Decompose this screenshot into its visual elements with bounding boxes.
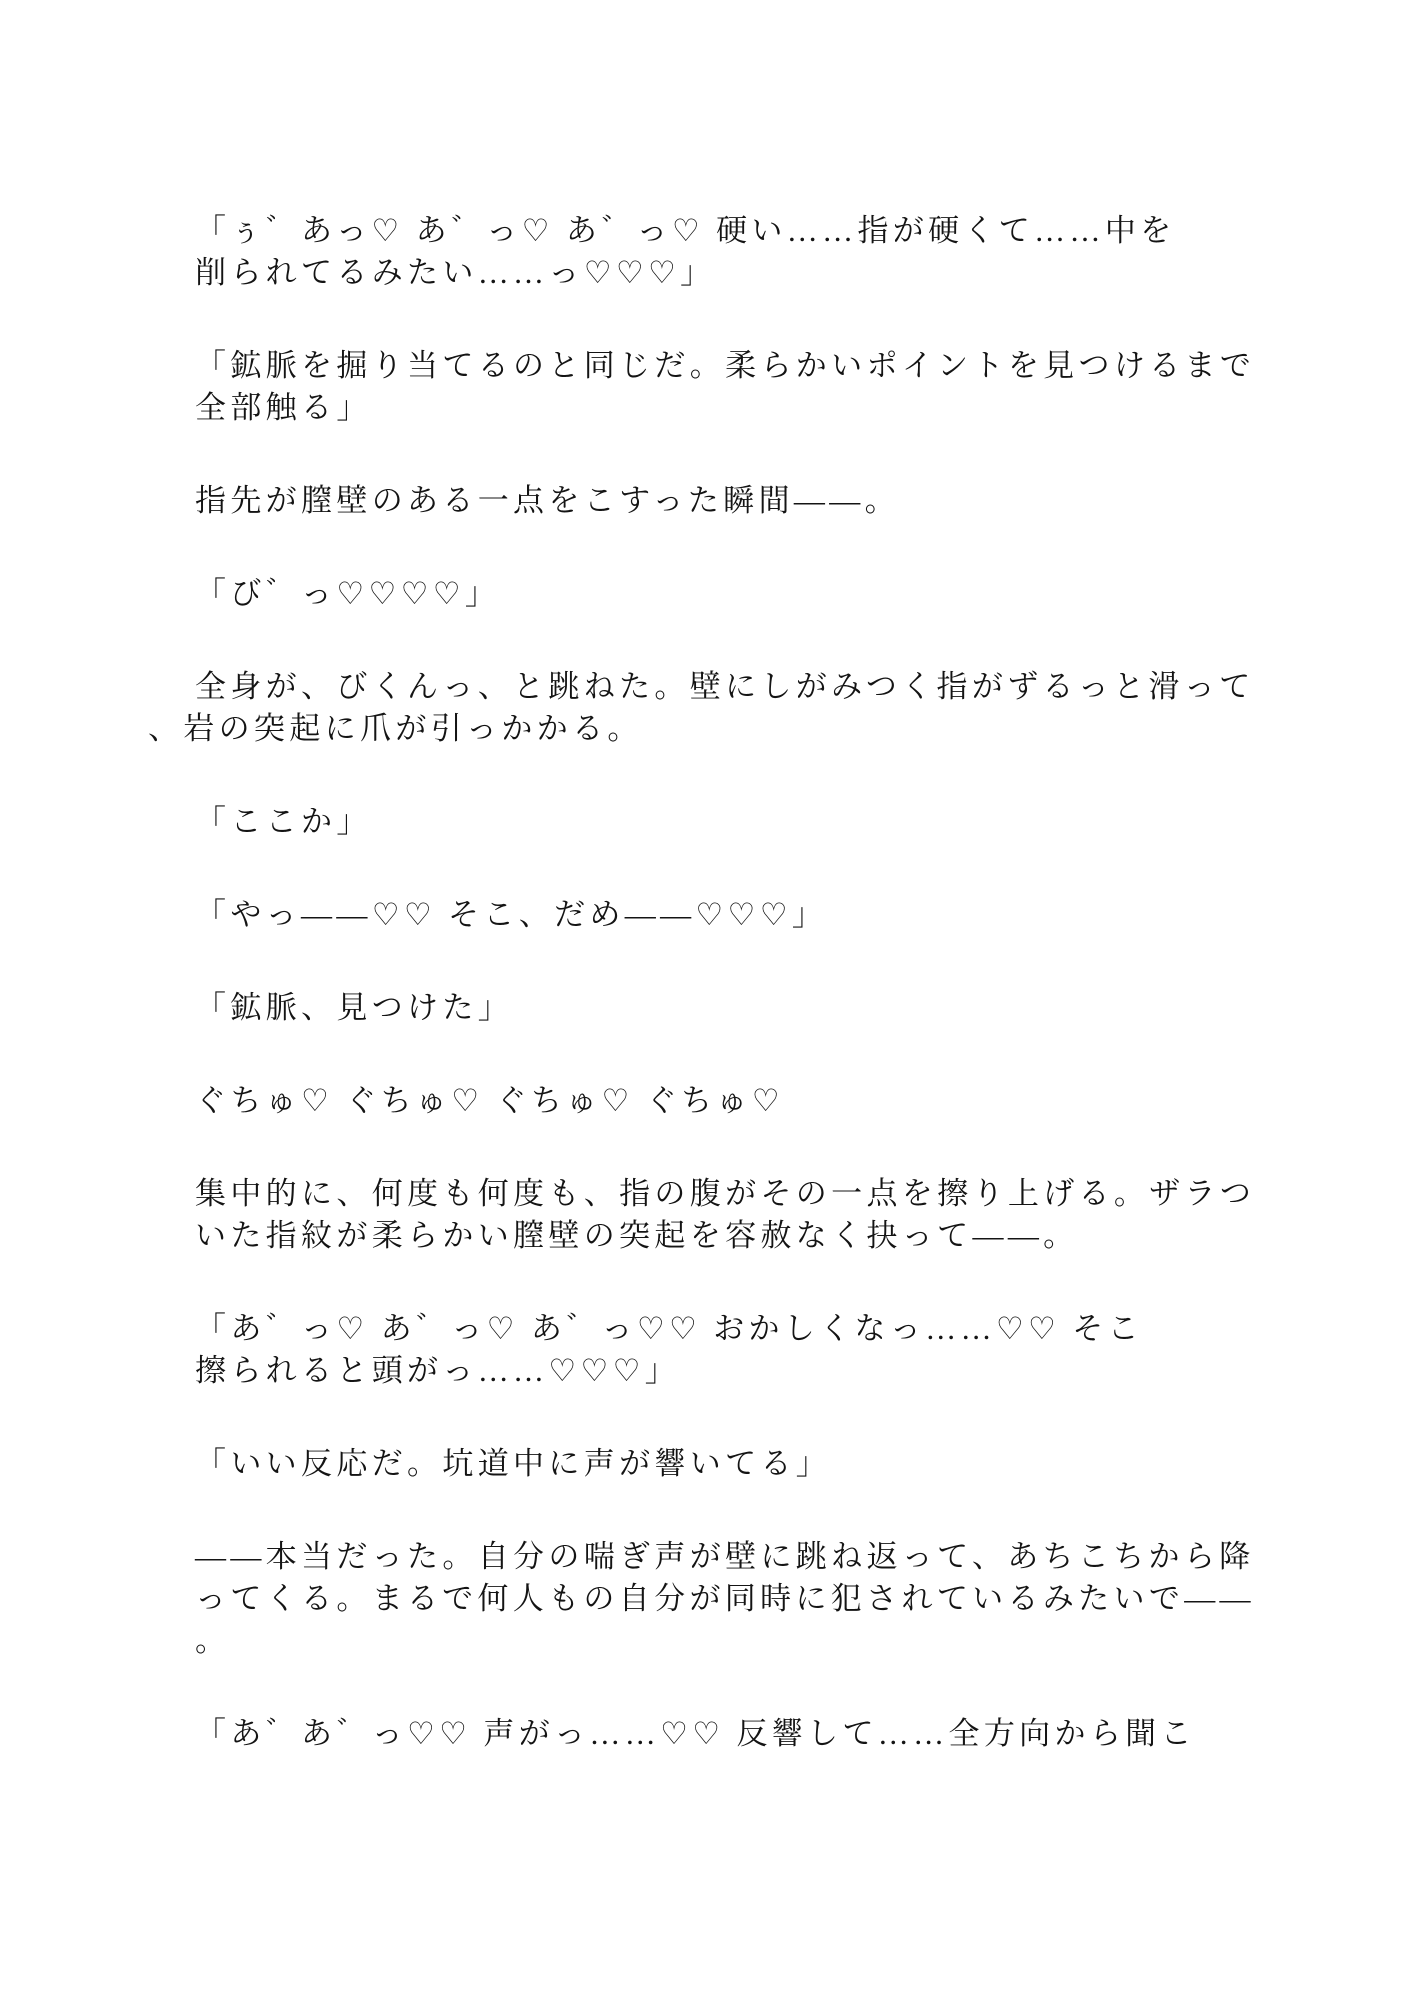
paragraph — [195, 987, 1315, 1029]
text-line: いた指紋が柔らかい膣壁の突起を容赦なく抉って――。 — [195, 1218, 1079, 1253]
text-line: 「あ゛あ゛っ♡♡ 声がっ……♡♡ 反響して……全方向から聞こ — [195, 1716, 1196, 1751]
text-line: 「鉱脈、見つけた」 — [195, 990, 514, 1025]
paragraph — [148, 666, 1315, 750]
paragraph — [195, 801, 1315, 843]
text-line: 、岩の突起に爪が引っかかる。 — [148, 711, 643, 746]
text-line: 「び゛っ♡♡♡♡」 — [195, 576, 501, 611]
text-line: 集中的に、何度も何度も、指の腹がその一点を擦り上げる。ザラつ — [195, 1176, 1256, 1211]
text-line: 「鉱脈を掘り当てるのと同じだ。柔らかいポイントを見つけるまで — [195, 348, 1256, 383]
paragraph — [195, 210, 1315, 294]
paragraph — [195, 1308, 1315, 1392]
paragraph — [195, 1443, 1315, 1485]
paragraph — [195, 1080, 1315, 1122]
text-line: 。 — [195, 1623, 231, 1658]
paragraph — [195, 1713, 1315, 1755]
paragraph — [195, 345, 1315, 429]
paragraph — [195, 573, 1315, 615]
paragraph — [195, 1173, 1315, 1257]
paragraph — [195, 1536, 1315, 1662]
text-line: ってくる。まるで何人もの自分が同時に犯されているみたいで―― — [195, 1581, 1255, 1616]
document-page — [148, 210, 1315, 1806]
text-line: ぐちゅ♡ ぐちゅ♡ ぐちゅ♡ ぐちゅ♡ — [195, 1083, 784, 1118]
text-line: 削られてるみたい……っ♡♡♡」 — [195, 255, 716, 290]
text-line: 「やっ――♡♡ そこ、だめ――♡♡♡」 — [195, 897, 828, 932]
text-line: 「ここか」 — [195, 804, 372, 839]
text-line: 「ぅ゛あっ♡ あ゛っ♡ あ゛っ♡ 硬い……指が硬くて……中を — [195, 213, 1176, 248]
text-line: 全部触る」 — [195, 390, 372, 425]
text-line: 全身が、びくんっ、と跳ねた。壁にしがみつく指がずるっと滑って — [195, 669, 1255, 704]
paragraph — [195, 480, 1315, 522]
text-line: 「いい反応だ。坑道中に声が響いてる」 — [195, 1446, 832, 1481]
text-line: 「あ゛っ♡ あ゛っ♡ あ゛っ♡♡ おかしくなっ……♡♡ そこ — [195, 1311, 1143, 1346]
paragraph — [195, 894, 1315, 936]
text-line: 擦られると頭がっ……♡♡♡」 — [195, 1353, 681, 1388]
text-line: 指先が膣壁のある一点をこすった瞬間――。 — [195, 483, 900, 518]
text-line: ――本当だった。自分の喘ぎ声が壁に跳ね返って、あちこちから降 — [195, 1539, 1255, 1574]
